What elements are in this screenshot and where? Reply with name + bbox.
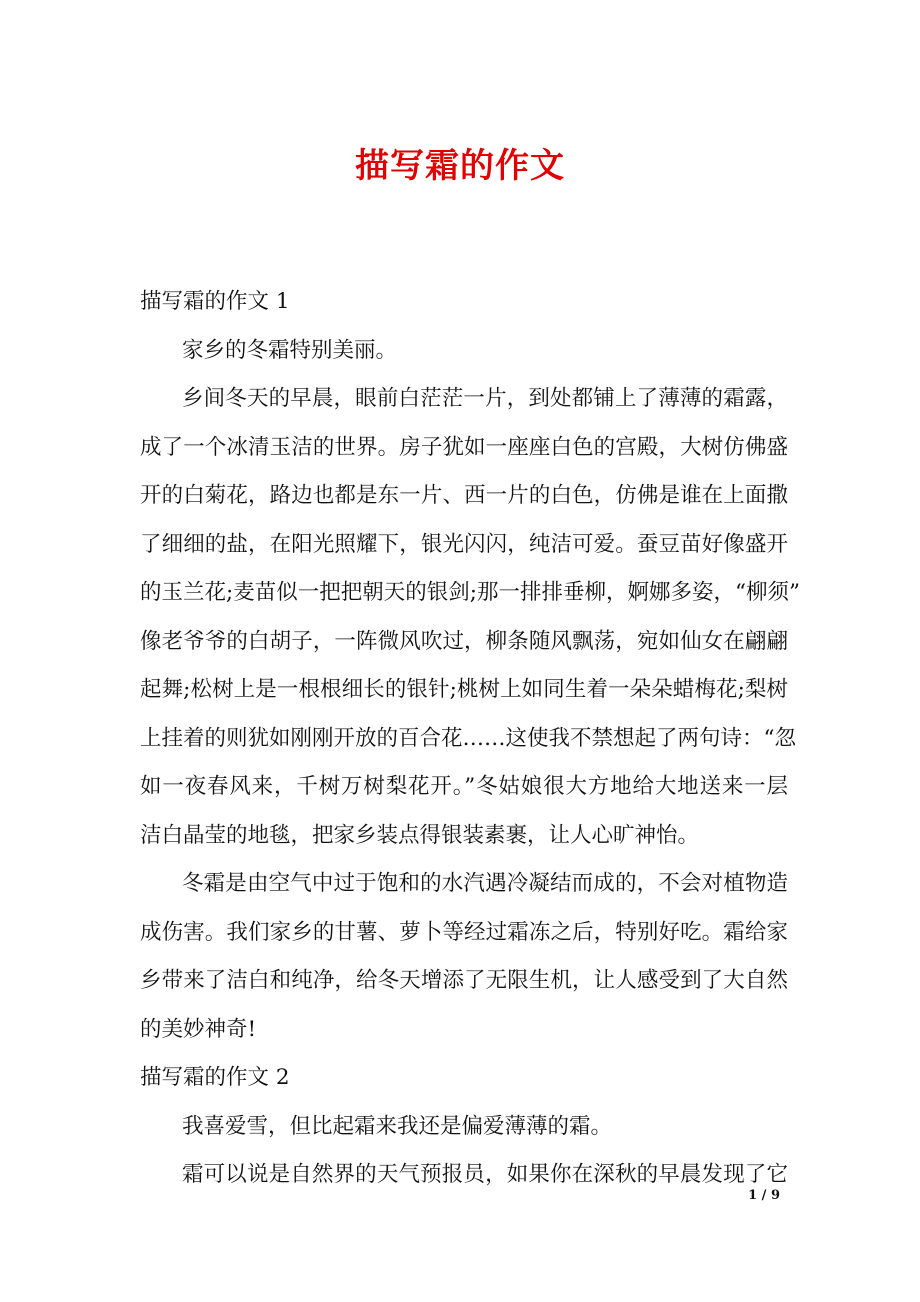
paragraph-line: 的美妙神奇! bbox=[140, 1016, 257, 1042]
section-heading: 描写霜的作文 1 bbox=[140, 289, 290, 314]
paragraph-line: 成了一个冰清玉洁的世界。房子犹如一座座白色的宫殿，大树仿佛盛 bbox=[140, 434, 788, 460]
page-number: 1 / 9 bbox=[748, 1188, 780, 1203]
paragraph-line: 了细细的盐，在阳光照耀下，银光闪闪，纯洁可爱。蚕豆苗好像盛开 bbox=[140, 531, 788, 557]
paragraph-line: 像老爷爷的白胡子，一阵微风吹过，柳条随风飘荡，宛如仙女在翩翩 bbox=[140, 628, 788, 654]
paragraph-line: 起舞;松树上是一根根细长的银针;桃树上如同生着一朵朵蜡梅花;梨树 bbox=[140, 677, 788, 702]
paragraph-line: 乡间冬天的早晨，眼前白茫茫一片，到处都铺上了薄薄的霜露， bbox=[182, 386, 788, 411]
paragraph-line: 开的白菊花，路边也都是东一片、西一片的白色，仿佛是谁在上面撒 bbox=[140, 483, 788, 508]
paragraph-line: 洁白晶莹的地毯，把家乡装点得银装素裹，让人心旷神怡。 bbox=[140, 822, 700, 848]
paragraph-line: 家乡的冬霜特别美丽。 bbox=[182, 337, 398, 363]
paragraph-line: 成伤害。我们家乡的甘薯、萝卜等经过霜冻之后，特别好吃。霜给家 bbox=[140, 919, 788, 945]
section-heading: 描写霜的作文 2 bbox=[140, 1065, 290, 1090]
paragraph-line: 冬霜是由空气中过于饱和的水汽遇冷凝结而成的，不会对植物造 bbox=[182, 871, 788, 896]
paragraph-line: 我喜爱雪，但比起霜来我还是偏爱薄薄的霜。 bbox=[182, 1113, 613, 1139]
document-body bbox=[140, 278, 800, 1200]
paragraph-line: 的玉兰花;麦苗似一把把朝天的银剑;那一排排垂柳，婀娜多姿，“柳须” bbox=[140, 580, 800, 605]
document-title: 描写霜的作文 bbox=[355, 146, 565, 186]
paragraph-line: 上挂着的则犹如刚刚开放的百合花……这使我不禁想起了两句诗：“忽 bbox=[140, 725, 796, 751]
paragraph-line: 乡带来了洁白和纯净，给冬天增添了无限生机，让人感受到了大自然 bbox=[140, 968, 788, 993]
paragraph-line: 霜可以说是自然界的天气预报员，如果你在深秋的早晨发现了它 bbox=[182, 1162, 788, 1187]
paragraph-line: 如一夜春风来，千树万树梨花开。”冬姑娘很大方地给大地送来一层 bbox=[140, 774, 788, 799]
